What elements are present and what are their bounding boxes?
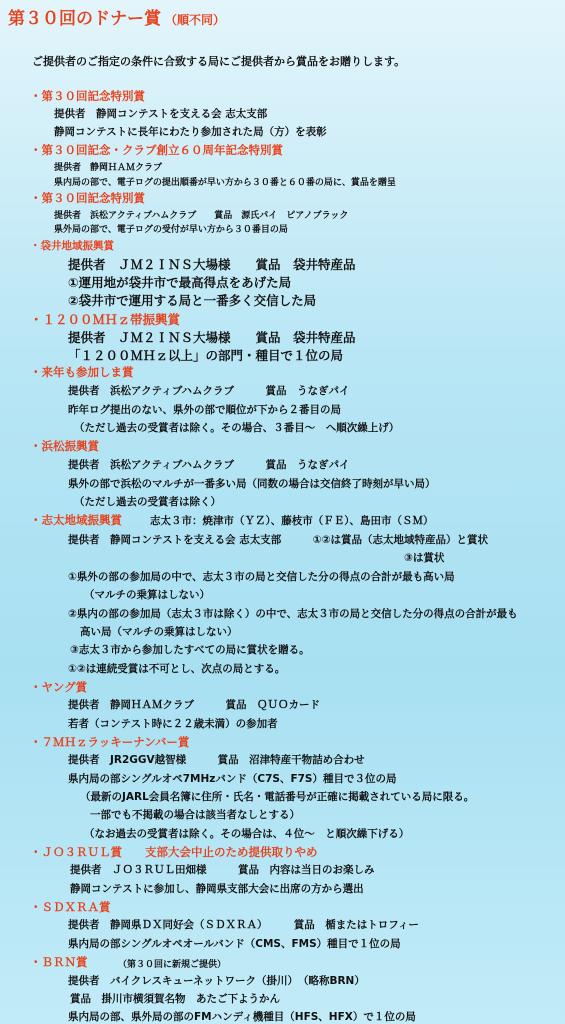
award-detail-line: 「１２００ＭＨｚ以上」の部門・種目で１位の局 <box>68 348 344 363</box>
award-detail-line: 賞品 掛川市横須賀名物 あたご下ようかん <box>70 993 280 1005</box>
award-detail-line: 提供者 静岡ＨＡＭクラブ <box>54 163 163 173</box>
award-detail-line: 提供者 浜松アクティブハムクラブ 賞品 うなぎパイ <box>68 385 350 397</box>
award-heading: ・第３０回記念特別賞 <box>30 191 145 205</box>
award-detail-line: ②袋井市で運用する局と一番多く交信した局 <box>68 293 317 308</box>
award-detail-line: 提供者 ＪＯ３ＲＵＬ田畑様 賞品 内容は当日のお楽しみ <box>70 864 375 876</box>
award-detail-line: 提供者 JR2GGV越智様 賞品 沼津特産干物詰め合わせ <box>68 754 365 766</box>
award-detail-line: 提供者 浜松アクティブハムクラブ 賞品 うなぎパイ <box>68 459 350 471</box>
award-heading: ・１２００ＭＨｚ帯振興賞 <box>30 312 181 327</box>
award-detail-line: 若者（コンテスト時に２２歳未満）の参加者 <box>68 718 278 730</box>
award-detail-line: （最新のJARL会員名簿に住所・氏名・電話番号が正確に掲載されている局に限る。 <box>80 791 475 803</box>
award-detail-line: （マルチの乗算はしない） <box>84 589 210 601</box>
award-heading: ・来年も参加しま賞 <box>30 365 134 379</box>
award-detail-line: ①県外の部の参加局の中で、志太３市の局と交信した分の得点の合計が最も高い局 <box>68 571 455 583</box>
award-detail-line: 県内局の部シングルオペオールバンド（CMS、FMS）種目で１位の局 <box>68 938 401 950</box>
award-detail-line: ②県内の部の参加局（志太３市は除く）の中で、志太３市の局と交信した分の得点の合計が最も <box>68 608 518 620</box>
award-detail-line: 提供者 浜松アクティブハムクラブ 賞品 源氏パイ ピアノブラック <box>54 211 349 221</box>
award-detail-line: 一部でも不掲載の場合は該当者なしとする） <box>90 809 300 821</box>
award-detail-line: 提供者 静岡コンテストを支える会 志太支部 ①②は賞品（志太地域特産品）と賞状 <box>68 534 489 546</box>
award-detail-line: ③は賞状 <box>404 552 445 564</box>
award-heading: ・ヤング賞 <box>30 680 88 694</box>
award-heading: ・第３０回記念特別賞 <box>30 89 145 103</box>
award-detail-line: （ただし過去の受賞者は除く） <box>74 496 221 508</box>
award-detail-line: ①運用地が袋井市で最高得点をあげた局 <box>68 275 292 290</box>
award-heading: ・ＪＯ３ＲＵＬ賞 支部大会中止のため提供取りやめ <box>30 845 318 859</box>
award-detail-line: 昨年ログ提出のない、県外の部で順位が下から２番目の局 <box>68 404 341 416</box>
award-detail-line: 高い局（マルチの乗算はしない） <box>80 626 238 638</box>
award-detail-line: （ただし過去の受賞者は除く。その場合、３番目～ へ順次繰上げ） <box>74 422 400 434</box>
award-detail-line: 提供者 静岡コンテストを支える会 志太支部 <box>54 108 268 120</box>
award-detail-line: 静岡コンテストに参加し、静岡県支部大会に出席の方から選出 <box>70 883 364 895</box>
award-detail-line: 県外局の部で、電子ログの受付が早い方から３０番目の局 <box>54 225 288 235</box>
award-detail-line: 県外の部で浜松のマルチが一番多い局（同数の場合は交信終了時刻が早い局） <box>68 478 436 490</box>
award-detail-line: （第３０回に新規ご提供） <box>118 960 227 970</box>
award-detail-line: 提供者 静岡県ＤＸ同好会（ＳＤＸＲＡ） 賞品 楯またはトロフィー <box>68 919 419 931</box>
award-detail-line: 提供者 ＪＭ２ＩＮＳ大場様 賞品 袋井特産品 <box>68 330 356 345</box>
award-detail-line: 県内局の部シングルオペ7MHzバンド（C7S、F7S）種目で３位の局 <box>68 773 397 785</box>
award-detail-line: 静岡コンテストに長年にわたり参加された局（方）を表彰 <box>54 126 327 138</box>
page-title-sub: （順不同） <box>165 13 226 27</box>
award-heading: ・ＳＤＸＲＡ賞 <box>30 900 111 914</box>
award-heading: ・７ＭＨｚラッキーナンバー賞 <box>30 735 190 749</box>
award-detail-line: 志太３市：焼津市（ＹＺ）、藤枝市（ＦＥ）、島田市（ＳＭ） <box>150 515 434 527</box>
award-heading: ・第３０回記念・クラブ創立６０周年記念特別賞 <box>30 143 283 157</box>
award-heading: ・袋井地域振興賞 <box>30 240 114 252</box>
award-heading: ・浜松振興賞 <box>30 439 99 453</box>
award-detail-line: ①②は連続受賞は不可とし、次点の局とする。 <box>68 663 286 675</box>
award-heading: ・ＢＲＮ賞 <box>30 955 88 969</box>
award-detail-line: 提供者 静岡ＨＡＭクラブ 賞品 ＱＵＯカード <box>68 699 320 711</box>
page-title <box>8 4 225 29</box>
page-title-main: 第３０回のドナー賞 <box>8 9 161 29</box>
award-detail-line: ③志太３市から参加したすべての局に賞状を贈る。 <box>70 644 310 656</box>
award-detail-line: 県内局の部で、電子ログの提出順番が早い方から３０番と６０番の局に、賞品を贈呈 <box>54 178 396 188</box>
award-detail-line: （なお過去の受賞者は除く。その場合は、４位～ と順次繰下げる） <box>84 828 410 840</box>
award-detail-line: 県内局の部、県外局の部のFMハンディ機種目（HFS、HFX）で１位の局 <box>68 1011 416 1023</box>
award-heading: ・志太地域振興賞 <box>30 513 122 527</box>
award-detail-line: 提供者 ＪＭ２ＩＮＳ大場様 賞品 袋井特産品 <box>68 257 356 272</box>
intro-text: ご提供者のご指定の条件に合致する局にご提供者から賞品をお贈りします。 <box>32 55 406 68</box>
award-detail-line: 提供者 バイクレスキューネットワーク（掛川） （略称BRN） <box>68 975 365 987</box>
